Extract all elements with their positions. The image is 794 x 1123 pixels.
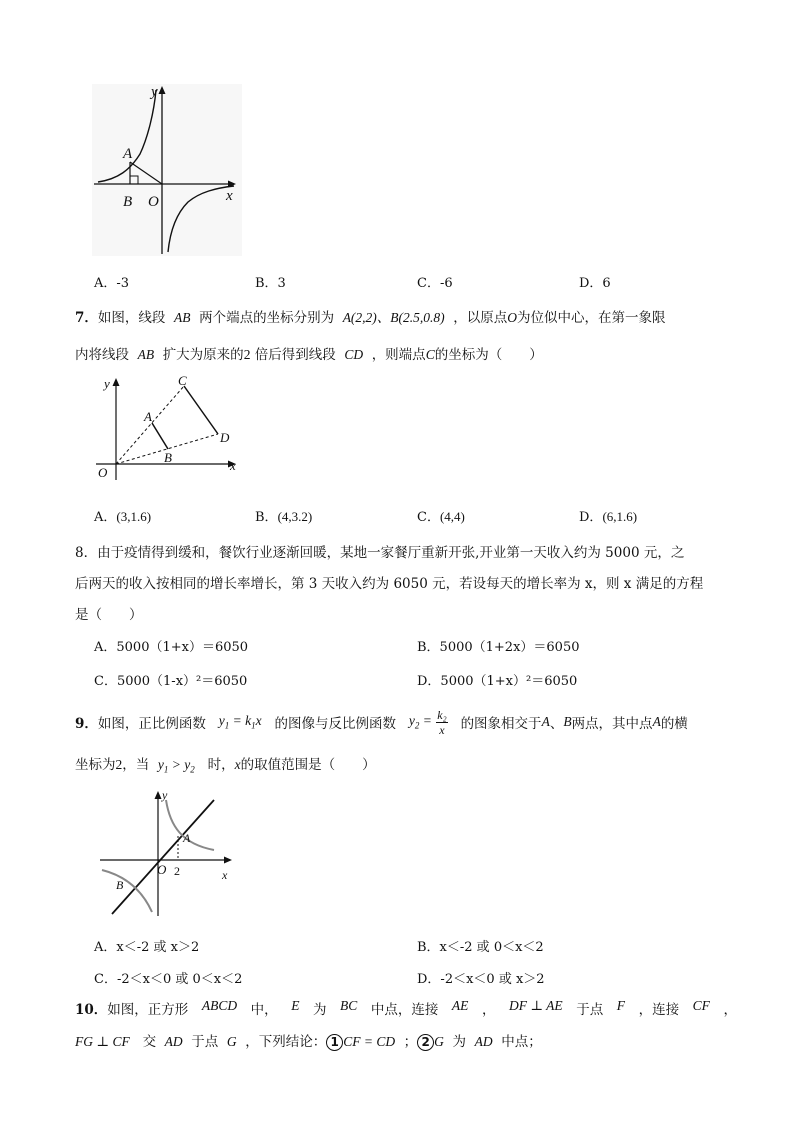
q8-stem-line2: 后两天的收入按相同的增长率增长，第 3 天收入约为 6050 元，若设每天的增长率为 x，则 x 满足的方程: [75, 576, 704, 592]
q7-point-d: D: [220, 430, 230, 445]
q7-option-d[interactable]: D．(6,1.6): [579, 509, 638, 525]
q8-stem-line3: 是（ ）: [75, 607, 143, 623]
q9-tick-2: 2: [174, 864, 180, 878]
q7-option-b[interactable]: B．(4,3.2): [255, 509, 313, 525]
q7-point-o: O: [98, 465, 108, 480]
q6-option-d[interactable]: D．6: [579, 276, 611, 291]
q9-point-a: A: [183, 831, 191, 845]
q9-stem-line2: 坐标为2，当 $y_1 > y_2$ 时，x的取值范围是（ ）: [75, 757, 376, 775]
q8-option-d[interactable]: D．5000（1+x）²＝6050: [417, 674, 578, 689]
q9-x-label: x: [222, 868, 228, 882]
q9-point-o: O: [157, 862, 167, 877]
circled-one-icon: 1: [326, 1034, 343, 1051]
q8-option-b[interactable]: B．5000（1+2x）＝6050: [417, 640, 580, 655]
q9-stem-line1: 9． 如图，正比例函数 $y_1 = k_1x$ 的图像与反比例函数 $y_2$ = $\frac{\text{k₂}}{x}$ 的图象相交于 A 、 B 两点，其中点 A 的横: [75, 707, 688, 737]
q7-stem-line1: 7．如图，线段 AB 两个端点的坐标分别为 A(2,2)、B(2.5,0.8) ，以原点O为位似中心，在第一象限: [75, 310, 666, 326]
q10-stem-line1: 10．如图，正方形 ABCD 中， E 为 BC 中点，连接 AE ， DF ⊥ AE 于点 F ，连接 CF ，: [75, 998, 737, 1018]
q9-option-a[interactable]: A．x＜-2 或 x＞2: [94, 940, 200, 955]
q6-y-label: y: [151, 84, 158, 100]
circled-two-icon: 2: [417, 1034, 434, 1051]
q6-option-c[interactable]: C．-6: [417, 276, 453, 291]
q9-option-d[interactable]: D．-2＜x＜0 或 x＞2: [417, 972, 545, 987]
q7-stem-line2: 内将线段 AB 扩大为原来的2 倍后得到线段 CD ，则端点C的坐标为（ ）: [75, 347, 543, 363]
q8-stem-line1: 8．由于疫情得到缓和，餐饮行业逐渐回暖，某地一家餐厅重新开张,开业第一天收入约为 5000 元，之: [75, 545, 685, 561]
q6-point-o: O: [148, 194, 159, 210]
q7-point-b: B: [164, 450, 172, 465]
q9-y-label: y: [162, 788, 168, 802]
q7-point-a: A: [144, 409, 152, 424]
q6-point-a: A: [123, 146, 133, 162]
q9-point-b: B: [116, 878, 124, 892]
q7-point-c: C: [178, 373, 187, 388]
q7-similarity-figure: [92, 370, 252, 485]
q7-option-c[interactable]: C．(4,4): [417, 509, 465, 525]
q6-option-a[interactable]: A．-3: [94, 276, 130, 291]
q6-x-label: x: [226, 188, 233, 204]
q7-y-label: y: [104, 376, 110, 391]
q9-option-b[interactable]: B．x＜-2 或 0＜x＜2: [417, 940, 544, 955]
q8-option-c[interactable]: C．5000（1-x）²＝6050: [94, 674, 248, 689]
q9-function-figure: [96, 786, 246, 921]
q9-option-c[interactable]: C．-2＜x＜0 或 0＜x＜2: [94, 972, 243, 987]
q6-option-b[interactable]: B．3: [255, 276, 286, 291]
q8-option-a[interactable]: A．5000（1+x）＝6050: [94, 640, 249, 655]
q10-stem-line2: FG ⊥ CF 交 AD 于点 G ，下列结论： 1 CF = CD ； 2 G 为 AD 中点；: [75, 1034, 542, 1050]
q6-hyperbola-figure: [88, 82, 248, 262]
q7-option-a[interactable]: A．(3,1.6): [94, 509, 152, 525]
q9-fraction: $\frac{\text{k₂}}{x}$: [437, 707, 447, 737]
q7-x-label: x: [230, 458, 236, 473]
q6-point-b: B: [123, 194, 133, 210]
